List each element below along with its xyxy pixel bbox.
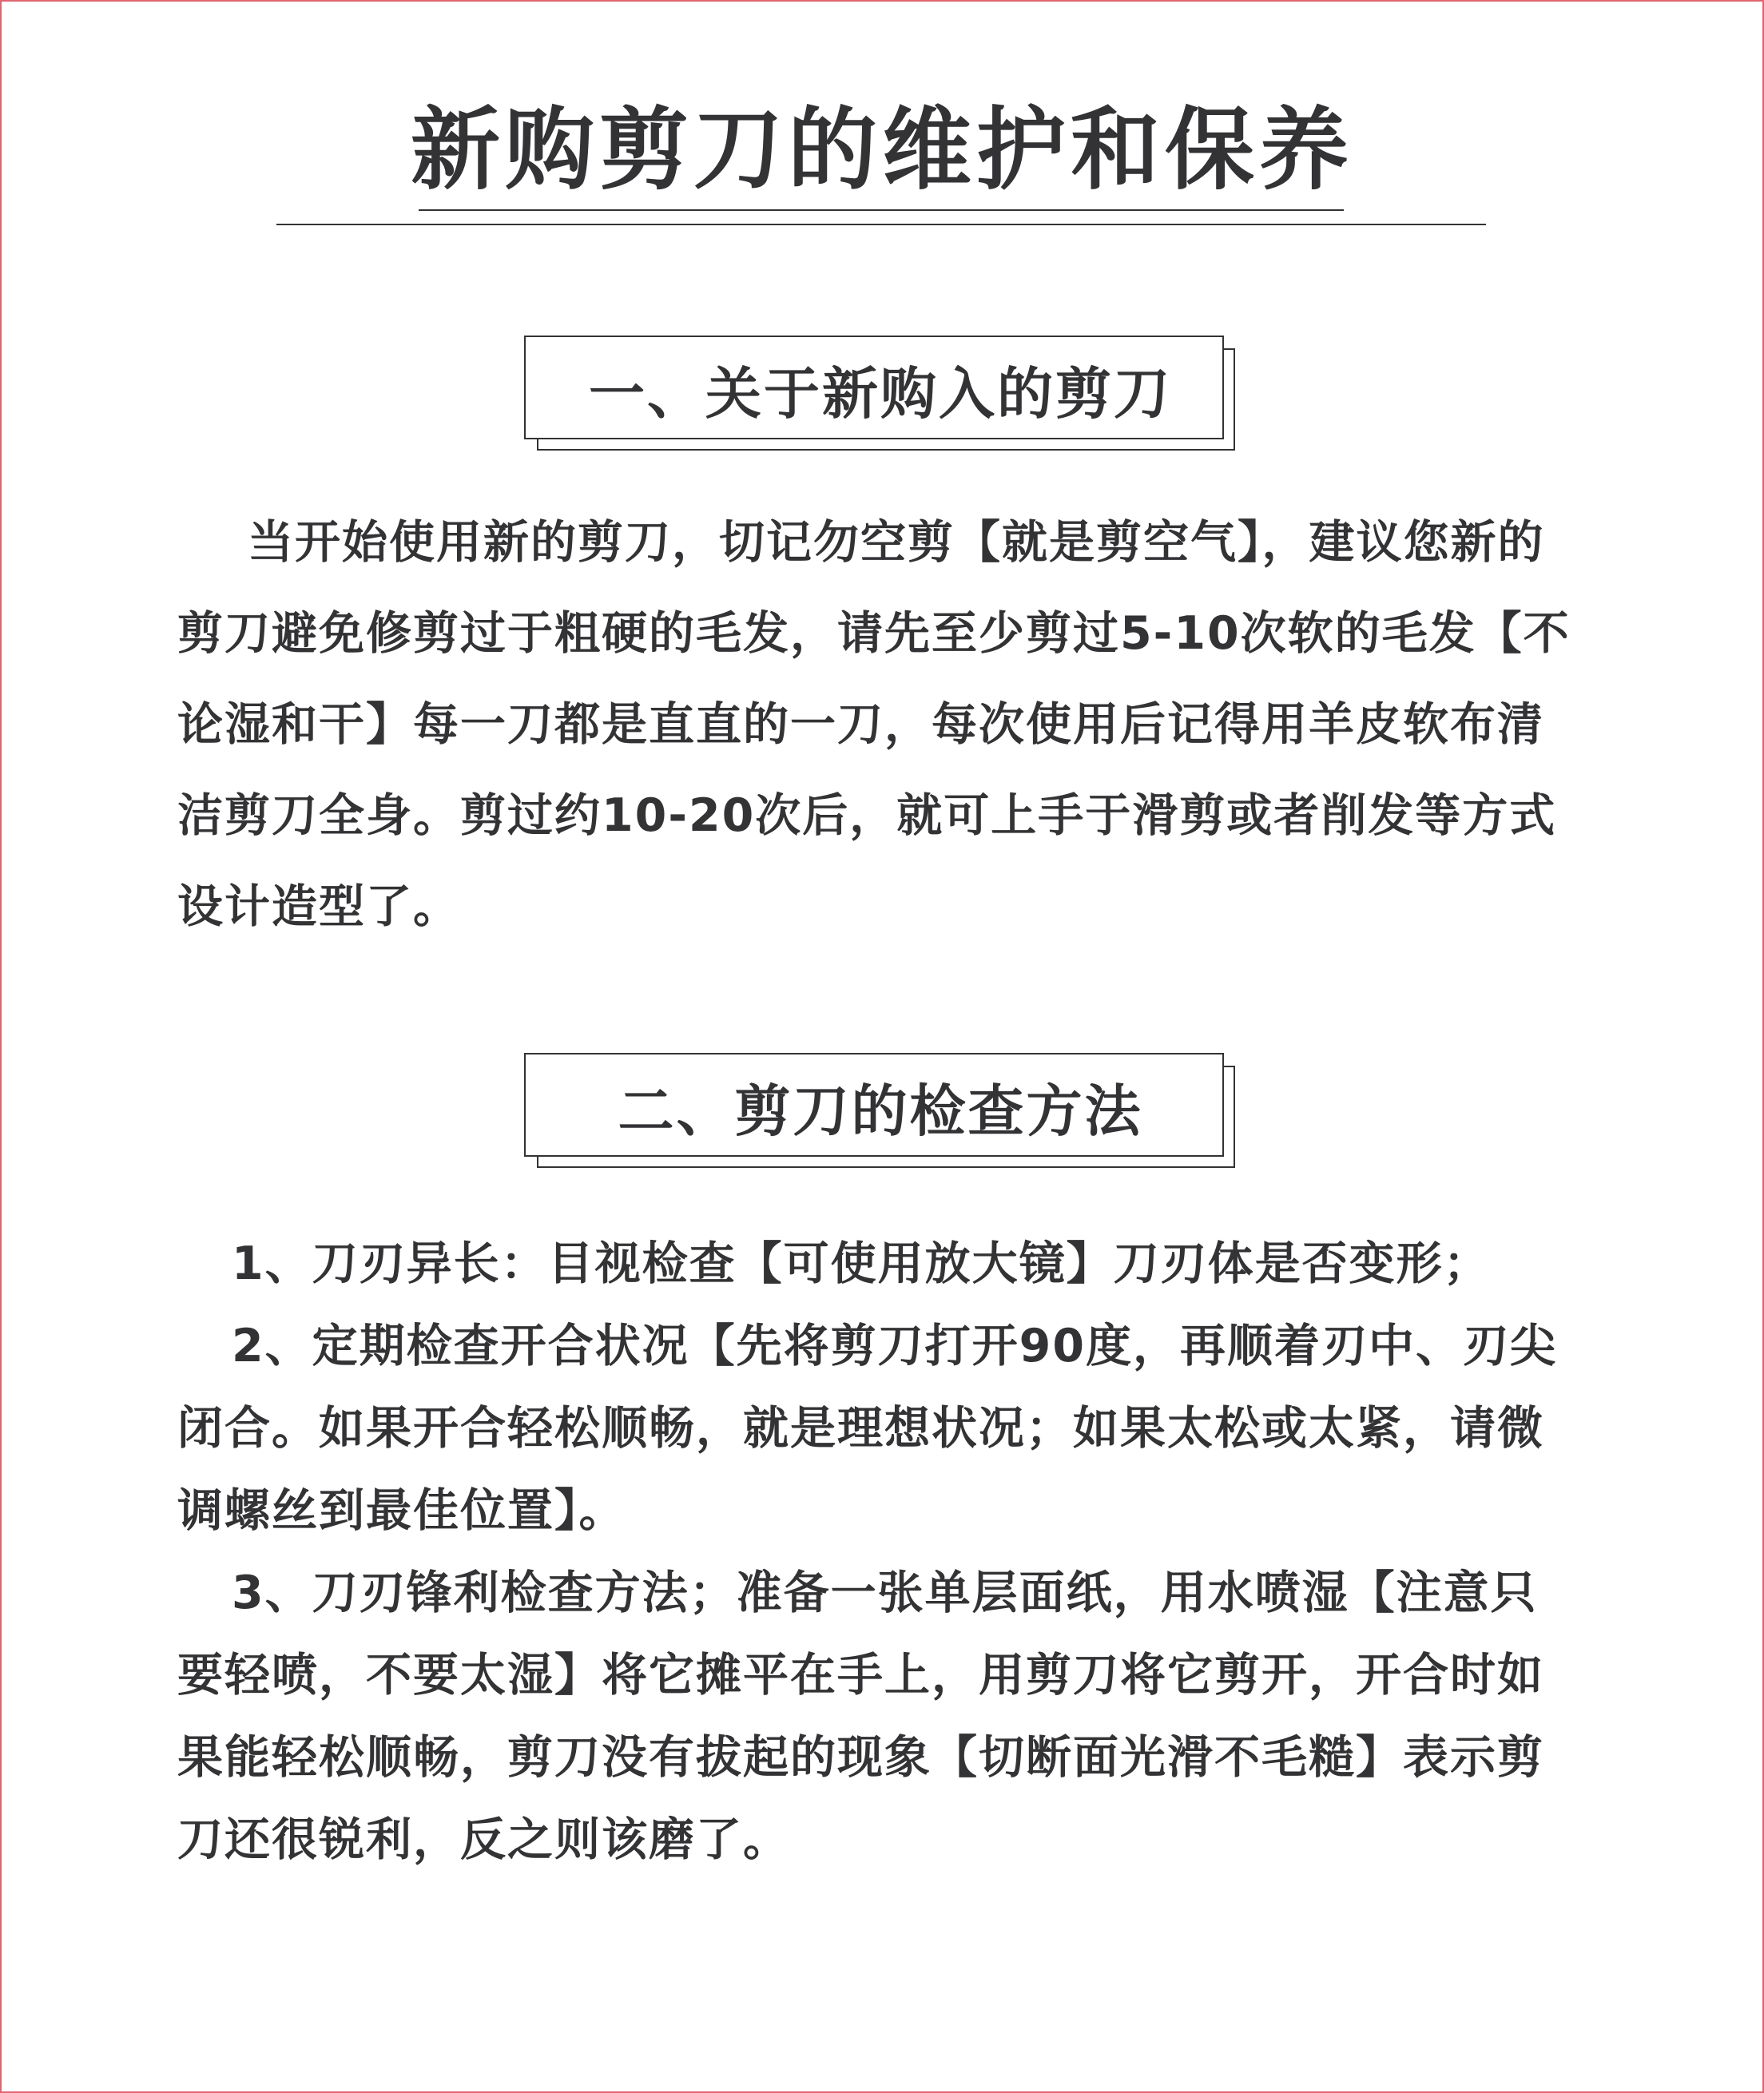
list-item: 3、刀刃锋利检查方法；准备一张单层面纸，用水喷湿【注意只要轻喷，不要太湿】将它摊平在手上，用剪刀将它剪开，开合时如果能轻松顺畅，剪刀没有拔起的现象【切断面光滑不毛糙】表示剪刀还很锐利，反之则该磨了。	[177, 1567, 1544, 1866]
section-2-heading-box	[524, 1053, 1224, 1157]
title-underline-long	[276, 224, 1486, 225]
title-underline-short	[419, 209, 1344, 211]
page-title: 新购剪刀的维护和保养	[411, 98, 1353, 202]
section-1-paragraph: 当开始使用新的剪刀，切记勿空剪【就是剪空气】，建议您新的剪刀避免修剪过于粗硬的毛发，请先至少剪过5-10次软的毛发【不论湿和干】每一刀都是直直的一刀，每次使用后记得用羊皮软布清洁剪刀全身。剪过约10-20次后，就可上手于滑剪或者削发等方式设计造型了。	[177, 516, 1571, 933]
section-2-heading: 二、剪刀的检查方法	[618, 1078, 1143, 1144]
list-item: 1、刀刃异长：目视检查【可使用放大镜】刀刃体是否变形；	[232, 1237, 1491, 1290]
inspection-method-list	[177, 1223, 1583, 1881]
list-item: 2、定期检查开合状况【先将剪刀打开90度，再顺着刃中、刃尖闭合。如果开合轻松顺畅，就是理想状况；如果太松或太紧，请微调螺丝到最佳位置】。	[177, 1320, 1557, 1537]
section-1-heading-box	[524, 336, 1224, 439]
section-1-heading: 一、关于新购入的剪刀	[589, 361, 1172, 427]
